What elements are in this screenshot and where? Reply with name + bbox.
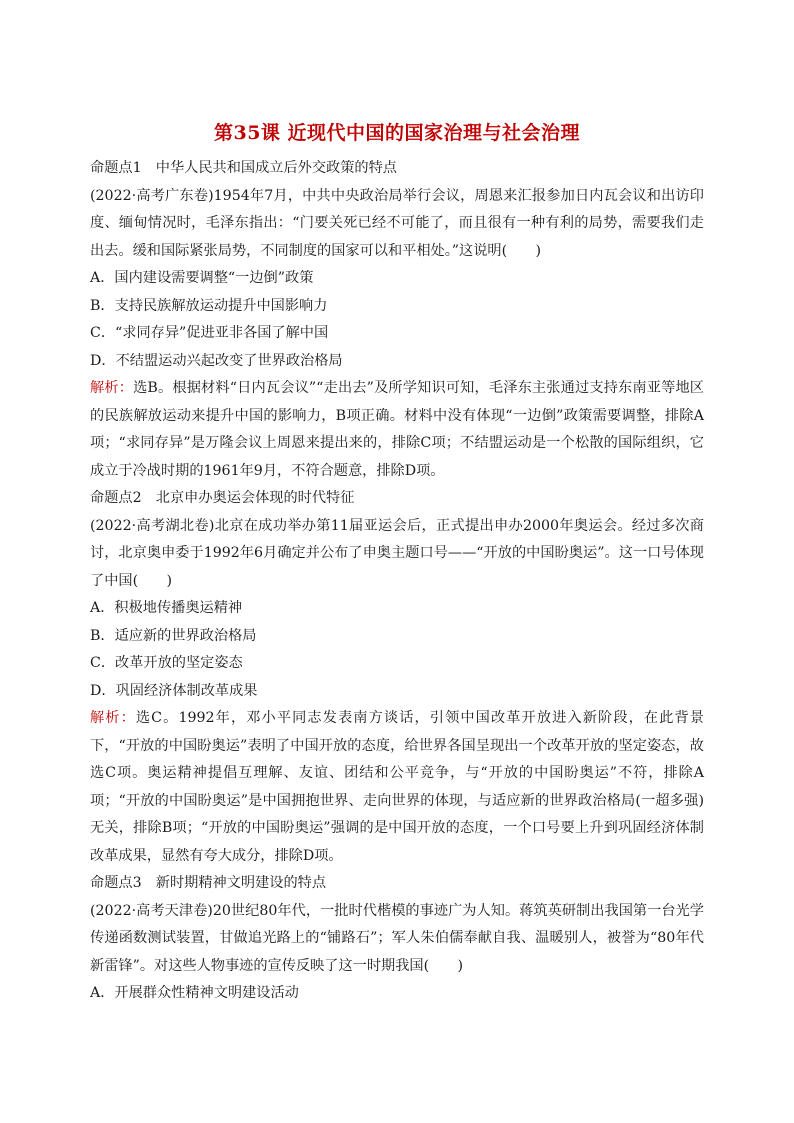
option-b: B．支持民族解放运动提升中国影响力: [90, 297, 328, 314]
option-c: C．改革开放的坚定姿态: [90, 655, 243, 671]
section-heading: 命题点1 中华人民共和国成立后外交政策的特点: [90, 160, 397, 176]
analysis: [90, 375, 704, 485]
section-heading: 命题点3 新时期精神文明建设的特点: [90, 875, 327, 891]
section-heading: 命题点2 北京申办奥运会体现的时代特征: [90, 490, 355, 506]
question-text: (2022·高考广东卷)1954年7月，中共中央政治局举行会议，周恩来汇报参加日内瓦会议和出访印度、缅甸情况时，毛泽东指出：“门要关死已经不可能了，而且很有一种有利的局势，需要我们走出去。缓和国际紧张局势，不同制度的国家可以和平相处。”这说明( ): [90, 187, 704, 259]
question-text: (2022·高考湖北卷)北京在成功举办第11届亚运会后，正式提出申办2000年奥运会。经过多次商讨，北京奥申委于1992年6月确定并公布了申奥主题口号——“开放的中国盼奥运”。这一口号体现了中国( ): [90, 517, 704, 589]
option-d: D．不结盟运动兴起改变了世界政治格局: [90, 352, 343, 369]
question-text: (2022·高考天津卷)20世纪80年代，一批时代楷模的事迹广为人知。蒋筑英研制出我国第一台光学传递函数测试装置，甘做追光路上的“铺路石”；军人朱伯儒奉献自我、温暖别人，被誉为“80年代新雷锋”。对这些人物事迹的宣传反映了这一时期我国( ): [90, 902, 704, 974]
option-a: A．积极地传播奥运精神: [90, 600, 243, 616]
option-c: C．“求同存异”促进亚非各国了解中国: [90, 325, 329, 341]
analysis-label: 解析：: [90, 380, 134, 396]
analysis-label: 解析：: [90, 710, 136, 726]
option-a: A．开展群众性精神文明建设活动: [90, 985, 299, 1001]
page-title: 第35课 近现代中国的国家治理与社会治理: [213, 122, 581, 144]
option-a: A．国内建设需要调整“一边倒”政策: [90, 270, 314, 286]
section-3: [90, 870, 704, 1008]
analysis-text: 选C。1992年，邓小平同志发表南方谈话，引领中国改革开放进入新阶段，在此背景下，“开放的中国盼奥运”表明了中国开放的态度，给世界各国呈现出一个改革开放的坚定姿态，故选C项。奥运精神提倡互理解、友谊、团结和公平竞争，与“开放的中国盼奥运”不符，排除A项；“开放的中国盼奥运”是中国拥抱世界、走向世界的体现，与适应新的世界政治格局(一超多强)无关，排除B项；“开放的中国盼奥运”强调的是中国开放的态度，一个口号要上升到巩固经济体制改革成果，显然有夸大成分，排除D项。: [90, 710, 704, 864]
section-2: [90, 485, 704, 870]
analysis-text: 选B。根据材料“日内瓦会议”“走出去”及所学知识可知，毛泽东主张通过支持东南亚等地区的民族解放运动来提升中国的影响力，B项正确。材料中没有体现“一边倒”政策需要调整，排除A项；“求同存异”是万隆会议上周恩来提出来的，排除C项；不结盟运动是一个松散的国际组织，它成立于冷战时期的1961年9月，不符合题意，排除D项。: [90, 380, 704, 479]
option-d: D．巩固经济体制改革成果: [90, 682, 258, 699]
analysis: [90, 705, 704, 870]
option-b: B．适应新的世界政治格局: [90, 627, 257, 644]
section-1: [90, 155, 704, 485]
